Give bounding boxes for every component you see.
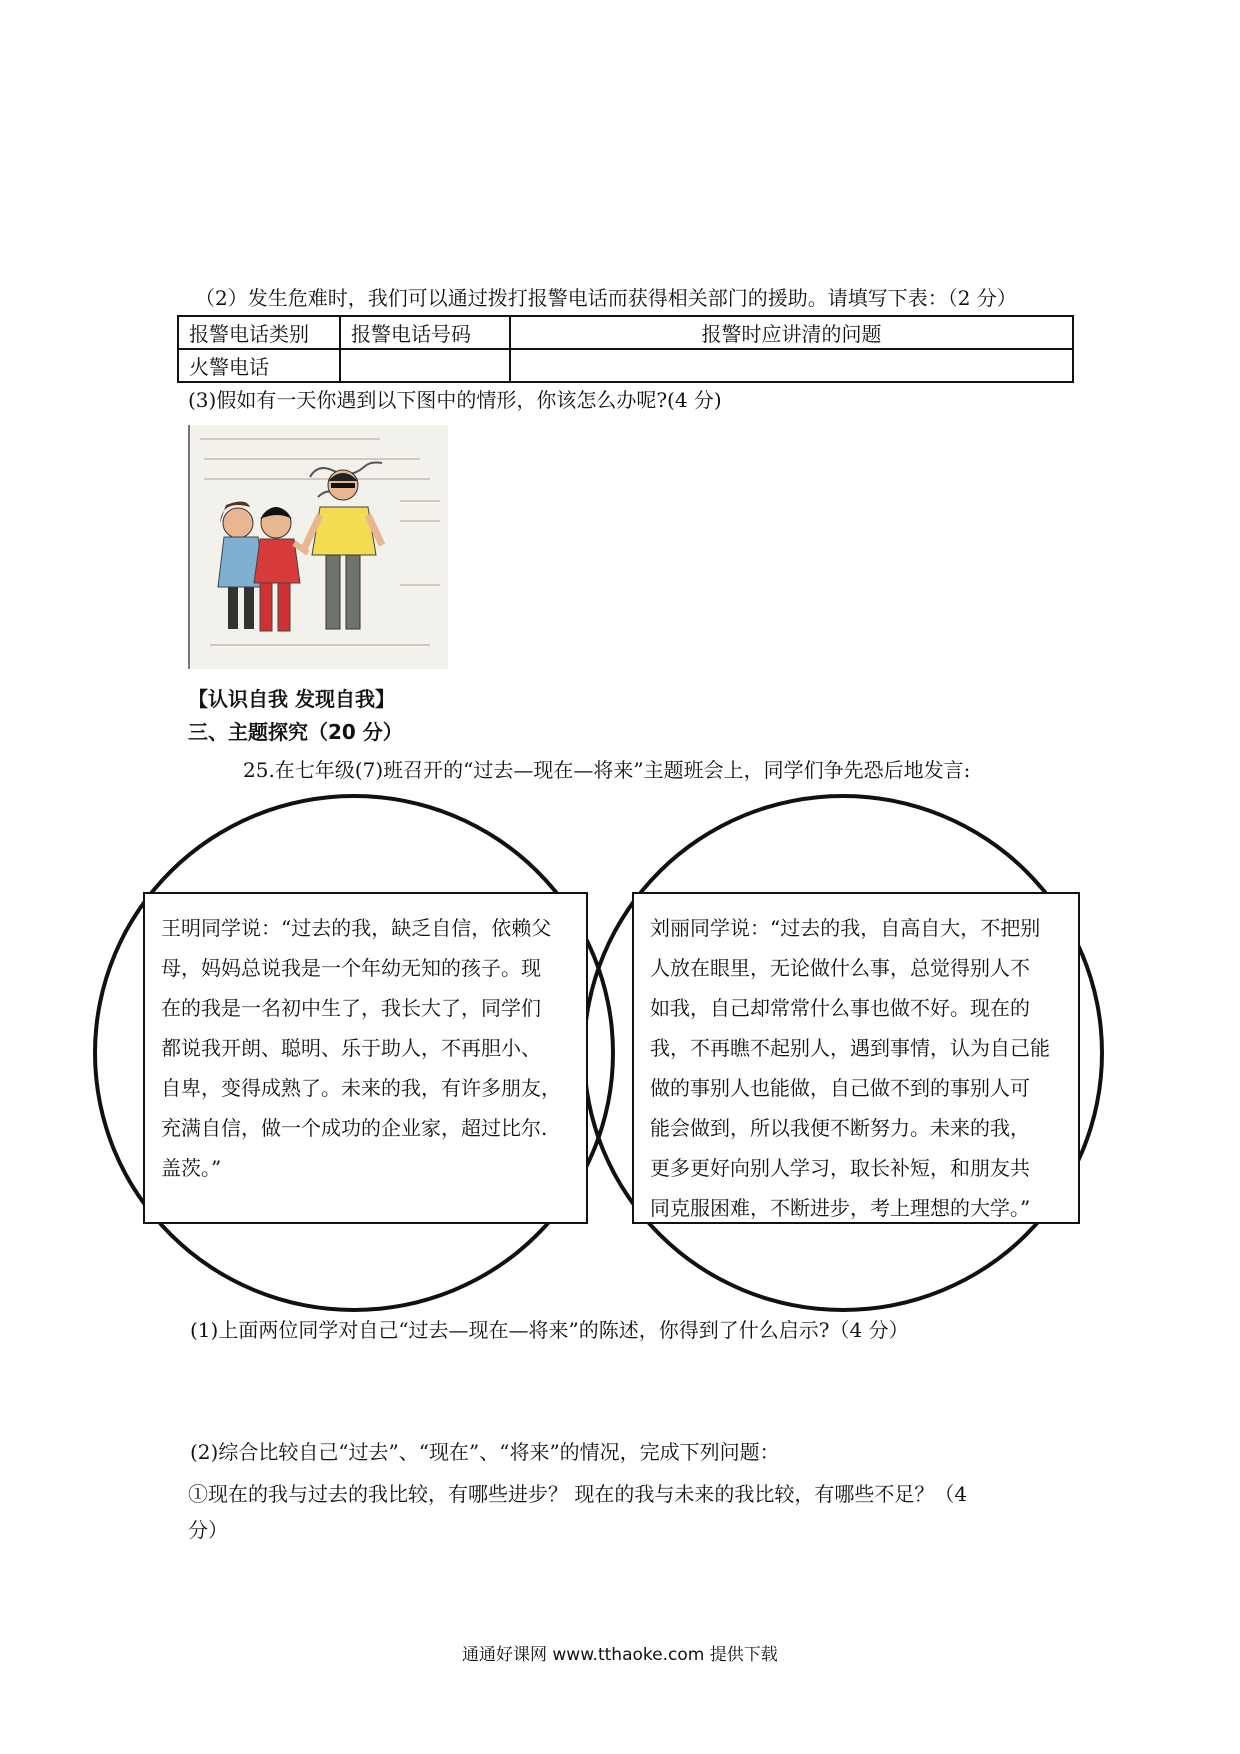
- cell-fire-issues-blank[interactable]: [510, 349, 1073, 382]
- speech-box-liu-li: [632, 892, 1080, 1224]
- speech-line: 如我，自己却常常什么事也做不好。现在的: [650, 996, 1030, 1020]
- speech-box-wang-ming: [143, 892, 588, 1224]
- table-header-row: [178, 316, 1073, 349]
- question-25-intro: 25.在七年级(7)班召开的“过去—现在—将来”主题班会上，同学们争先恐后地发言:: [243, 758, 971, 782]
- question-3-prompt: (3)假如有一天你遇到以下图中的情形，你该怎么办呢?(4 分): [188, 388, 722, 412]
- speech-line: 王明同学说：“过去的我，缺乏自信，依赖父: [161, 916, 552, 940]
- sub-question-2-1: ①现在的我与过去的我比较，有哪些进步？ 现在的我与未来的我比较，有哪些不足？（4: [188, 1482, 968, 1506]
- illustration-image: [188, 425, 448, 669]
- speech-line: 做的事别人也能做，自己做不到的事别人可: [650, 1076, 1030, 1100]
- table-row: [178, 349, 1073, 382]
- part-heading: 三、主题探究（20 分）: [188, 720, 403, 744]
- speech-line: 我，不再瞧不起别人，遇到事情，认为自己能: [650, 1036, 1050, 1060]
- speech-line: 都说我开朗、聪明、乐于助人，不再胆小、: [161, 1036, 541, 1060]
- sub-question-1: (1)上面两位同学对自己“过去—现在—将来”的陈述，你得到了什么启示?（4 分）: [190, 1318, 909, 1342]
- cell-fire-alarm: 火警电话: [178, 349, 340, 382]
- speech-line: 充满自信，做一个成功的企业家，超过比尔.: [161, 1116, 548, 1140]
- sub-question-2: (2)综合比较自己“过去”、“现在”、“将来”的情况，完成下列问题：: [190, 1440, 780, 1464]
- header-category: 报警电话类别: [178, 316, 340, 349]
- sub-question-2-1-cont: 分）: [188, 1518, 228, 1542]
- footer-source: 通通好课网 www.tthaoke.com 提供下载: [462, 1645, 778, 1665]
- speech-line: 同克服困难，不断进步，考上理想的大学。”: [650, 1196, 1031, 1220]
- speech-line: 盖茨。”: [161, 1156, 222, 1180]
- header-issues: 报警时应讲清的问题: [510, 316, 1073, 349]
- speech-line: 人放在眼里，无论做什么事，总觉得别人不: [650, 956, 1030, 980]
- speech-line: 在的我是一名初中生了，我长大了，同学们: [161, 996, 541, 1020]
- speech-line: 自卑，变得成熟了。未来的我，有许多朋友，: [161, 1076, 561, 1100]
- section-heading: 【认识自我 发现自我】: [188, 687, 395, 711]
- speech-line: 能会做到，所以我便不断努力。未来的我，: [650, 1116, 1030, 1140]
- speech-line: 刘丽同学说：“过去的我，自高自大，不把别: [650, 916, 1041, 940]
- cell-fire-number-blank[interactable]: [340, 349, 510, 382]
- alarm-phone-table: [177, 315, 1074, 383]
- header-number: 报警电话号码: [340, 316, 510, 349]
- question-2-prompt: （2）发生危难时，我们可以通过拨打报警电话而获得相关部门的援助。请填写下表：（2 分）: [195, 286, 1017, 310]
- illustration-drawing: [190, 425, 448, 669]
- speech-line: 更多更好向别人学习，取长补短，和朋友共: [650, 1156, 1030, 1180]
- speech-line: 母，妈妈总说我是一个年幼无知的孩子。现: [161, 956, 541, 980]
